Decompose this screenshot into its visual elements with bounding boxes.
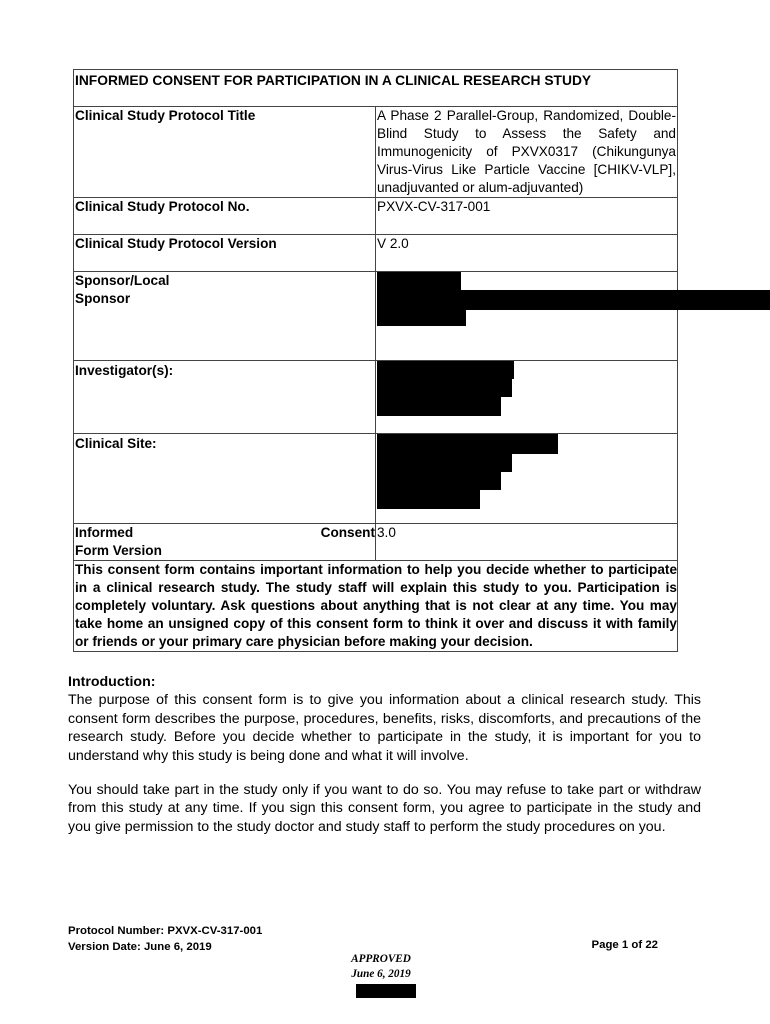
sponsor-label — [74, 272, 376, 361]
redaction-bar — [377, 379, 512, 397]
redaction-bar — [377, 472, 501, 490]
clinical-site-label: Clinical Site: — [74, 434, 376, 524]
icf-version-label — [74, 524, 376, 561]
clinical-site-value-redacted — [376, 434, 678, 524]
redaction-bar — [377, 490, 480, 509]
introduction-paragraph-2: You should take part in the study only if you want to do so. You may refuse to take part or withdraw from this study at any time. If you sign this consent form, you agree to participate in the study and you give permission to the study doctor and study staff to perform the study procedures on you. — [68, 782, 701, 835]
redaction-bar — [377, 361, 514, 379]
investigators-value-redacted — [376, 361, 678, 434]
icf-label-word1: Informed — [75, 525, 134, 540]
redaction-bar — [377, 272, 461, 290]
protocol-version-label: Clinical Study Protocol Version — [74, 235, 376, 272]
icf-label-word2: Consent — [320, 525, 375, 540]
protocol-no-label: Clinical Study Protocol No. — [74, 198, 376, 235]
protocol-title-label: Clinical Study Protocol Title — [74, 107, 376, 198]
redaction-bar — [377, 434, 558, 454]
approval-stamp — [340, 952, 422, 981]
document-title: INFORMED CONSENT FOR PARTICIPATION IN A CLINICAL RESEARCH STUDY — [74, 70, 678, 107]
page-number: Page 1 of 22 — [591, 939, 658, 951]
consent-info-table — [73, 69, 678, 652]
consent-notice: This consent form contains important information to help you decide whether to participate in a clinical research study. The study staff will explain this study to you. Participation is completely voluntary. Ask questions about anything that is not clear at any time. You may take home an unsigned copy of this consent form to think it over and discuss it with family or friends or your primary care physician before making your decision. — [74, 561, 678, 652]
introduction-heading: Introduction: — [68, 674, 156, 690]
stamp-redaction-bar — [356, 984, 416, 998]
sponsor-label-line1: Sponsor/Local — [75, 273, 170, 288]
redaction-bar — [377, 454, 512, 472]
footer-version-date: Version Date: June 6, 2019 — [68, 940, 212, 953]
introduction-section — [68, 673, 701, 765]
redaction-bar — [377, 310, 466, 326]
footer-protocol-number: Protocol Number: PXVX-CV-317-001 — [68, 925, 263, 937]
introduction-paragraph-1: The purpose of this consent form is to give you information about a clinical research study. This consent form describes the purpose, procedures, benefits, risks, discomforts, and precautions of the research study. Before you decide whether to participate in the study, it is important for you to understand why this study is being done and what it will involve. — [68, 692, 701, 764]
protocol-version-value: V 2.0 — [376, 235, 678, 272]
investigators-label: Investigator(s): — [74, 361, 376, 434]
footer-protocol-info — [68, 924, 262, 955]
sponsor-label-line2: Sponsor — [75, 291, 131, 306]
sponsor-value-redacted — [376, 272, 678, 361]
icf-label-line2: Form Version — [75, 543, 162, 558]
redaction-bar — [377, 290, 770, 310]
icf-version-value: 3.0 — [376, 524, 678, 561]
protocol-title-value: A Phase 2 Parallel-Group, Randomized, Double-Blind Study to Assess the Safety and Immunogenicity of PXVX0317 (Chikungunya Virus-Virus Like Particle Vaccine [CHIKV-VLP], unadjuvanted or alum-adjuvanted) — [376, 107, 678, 198]
redaction-bar — [377, 397, 501, 416]
approval-date: June 6, 2019 — [351, 967, 411, 980]
approval-status: APPROVED — [351, 953, 411, 965]
protocol-no-value: PXVX-CV-317-001 — [376, 198, 678, 235]
